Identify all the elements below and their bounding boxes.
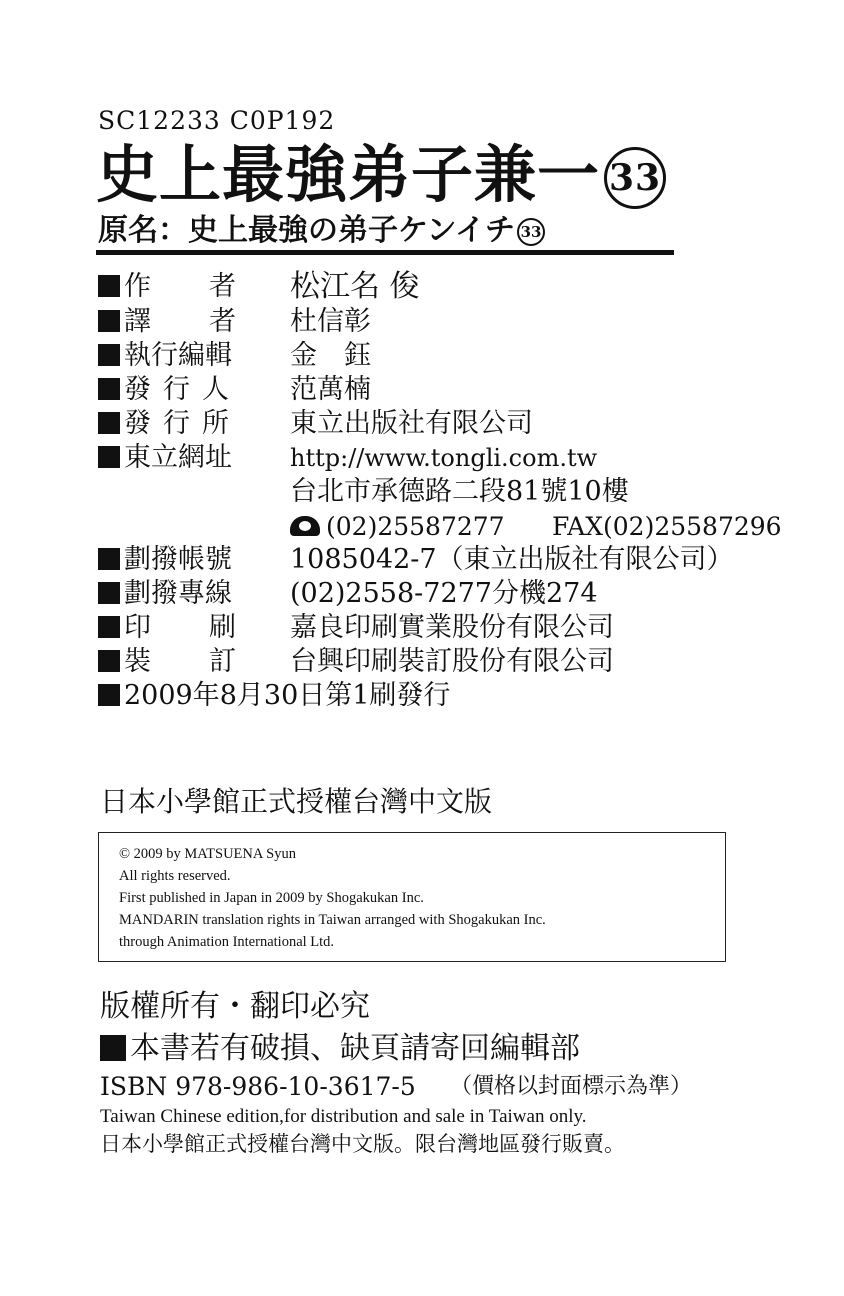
license-statement: 日本小學館正式授權台灣中文版 bbox=[100, 785, 493, 818]
bullet-square-icon bbox=[98, 344, 120, 366]
bullet-square-icon bbox=[100, 1035, 126, 1061]
bullet-square-icon bbox=[98, 684, 120, 706]
credit-value: 金 鈺 bbox=[290, 340, 371, 371]
credit-row-publisher bbox=[98, 373, 798, 407]
credit-value: 松江名 俊 bbox=[290, 269, 420, 304]
credit-label: 劃撥帳號 bbox=[124, 544, 232, 575]
credit-value: (02)2558-7277分機274 bbox=[290, 578, 598, 609]
copyright-box bbox=[98, 832, 726, 962]
credit-value: 台興印刷裝訂股份有限公司 bbox=[290, 646, 614, 677]
copyright-line: © 2009 by MATSUENA Syun bbox=[119, 846, 296, 862]
credit-label: 裝訂 bbox=[124, 646, 294, 677]
credit-label: 作者 bbox=[124, 271, 294, 302]
credit-label: 發行所 bbox=[124, 408, 241, 439]
damage-notice bbox=[100, 1030, 580, 1068]
isbn-line bbox=[100, 1070, 740, 1104]
credit-row-binding bbox=[98, 645, 798, 679]
damage-notice-text: 本書若有破損、缺頁請寄回編輯部 bbox=[130, 1031, 580, 1066]
credit-label: 執行編輯 bbox=[124, 340, 232, 371]
credit-value: 1085042-7（東立出版社有限公司） bbox=[290, 544, 734, 575]
credit-row-author bbox=[98, 270, 798, 304]
copyright-line: MANDARIN translation rights in Taiwan arranged with Shogakukan Inc. bbox=[119, 912, 546, 928]
credit-row-website bbox=[98, 441, 798, 475]
credit-value: 杜信彰 bbox=[290, 306, 371, 337]
credit-row-postal-line bbox=[98, 577, 798, 611]
volume-number-circle: 33 bbox=[604, 147, 666, 209]
credit-row-editor bbox=[98, 339, 798, 373]
credit-label: 東立網址 bbox=[124, 442, 232, 473]
website-url: http://www.tongli.com.tw bbox=[290, 444, 598, 472]
fax-number: FAX(02)25587296 bbox=[552, 512, 782, 541]
original-title bbox=[98, 213, 545, 249]
bullet-square-icon bbox=[98, 548, 120, 570]
credit-label: 印刷 bbox=[124, 612, 294, 643]
bullet-square-icon bbox=[98, 310, 120, 332]
credit-row-translator bbox=[98, 305, 798, 339]
credit-label: 發行人 bbox=[124, 374, 241, 405]
credit-row-publishing-house bbox=[98, 407, 798, 441]
contact-line bbox=[290, 510, 790, 544]
original-volume-circle: 33 bbox=[517, 218, 545, 246]
distribution-chinese: 日本小學館正式授權台灣中文版。限台灣地區發行販賣。 bbox=[100, 1132, 625, 1156]
credit-label: 劃撥專線 bbox=[124, 578, 232, 609]
bullet-square-icon bbox=[98, 378, 120, 400]
bullet-square-icon bbox=[98, 275, 120, 297]
credit-value: 嘉良印刷實業股份有限公司 bbox=[290, 612, 614, 643]
address-text: 台北市承德路二段81號10樓 bbox=[290, 476, 629, 507]
bullet-square-icon bbox=[98, 616, 120, 638]
credit-row-postal-account bbox=[98, 543, 798, 577]
credit-label: 譯者 bbox=[124, 306, 294, 337]
publish-date: 2009年8月30日第1刷發行 bbox=[124, 680, 451, 711]
rights-reserved: 版權所有・翻印必究 bbox=[100, 989, 370, 1024]
copyright-line: First published in Japan in 2009 by Shogakukan Inc. bbox=[119, 890, 424, 906]
book-title bbox=[96, 140, 666, 210]
bullet-square-icon bbox=[98, 446, 120, 468]
catalog-code: SC12233 C0P192 bbox=[98, 106, 336, 135]
bullet-square-icon bbox=[98, 582, 120, 604]
bullet-square-icon bbox=[98, 650, 120, 672]
address-line bbox=[290, 475, 790, 509]
copyright-line: through Animation International Ltd. bbox=[119, 934, 335, 950]
bullet-square-icon bbox=[98, 412, 120, 434]
title-divider bbox=[96, 250, 674, 255]
original-title-text: 原名：史上最強の弟子ケンイチ bbox=[98, 213, 515, 248]
copyright-line: All rights reserved. bbox=[119, 868, 231, 884]
telephone-icon bbox=[290, 516, 320, 536]
publish-date-row bbox=[98, 679, 798, 713]
price-note: （價格以封面標示為準） bbox=[450, 1074, 693, 1099]
phone-number: (02)25587277 bbox=[326, 512, 505, 541]
credit-value: 范萬楠 bbox=[290, 374, 371, 405]
credit-row-printing bbox=[98, 611, 798, 645]
credit-value: 東立出版社有限公司 bbox=[290, 408, 533, 439]
isbn-number: ISBN 978-986-10-3617-5 bbox=[100, 1072, 416, 1101]
book-title-text: 史上最強弟子兼一 bbox=[96, 138, 601, 211]
distribution-english: Taiwan Chinese edition,for distribution and sale in Taiwan only. bbox=[100, 1106, 587, 1127]
